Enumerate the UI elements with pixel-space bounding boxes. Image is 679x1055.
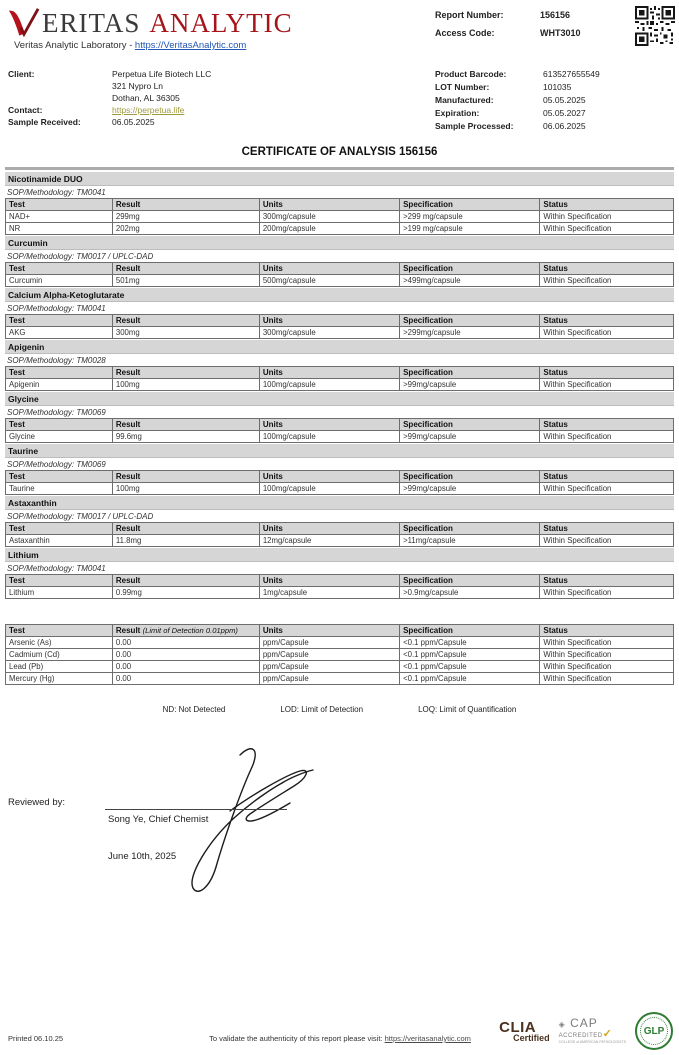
glp-seal-badge [635, 1012, 673, 1050]
col-specification: Specification [400, 419, 540, 431]
results-table [5, 418, 674, 443]
table-header-row [6, 471, 674, 483]
col-test: Test [6, 367, 113, 379]
sample-processed-label: Sample Processed: [435, 121, 514, 131]
section-title: Calcium Alpha-Ketoglutarate [5, 288, 674, 302]
col-result: Result [112, 575, 259, 587]
status-cell: Within Specification [540, 223, 674, 235]
report-number-value: 156156 [540, 10, 571, 20]
col-units: Units [259, 367, 399, 379]
sop-methodology: SOP/Methodology: TM0069 [7, 408, 106, 417]
result-row [6, 673, 674, 685]
sop-methodology: SOP/Methodology: TM0017 / UPLC-DAD [7, 512, 154, 521]
analyte-section [5, 340, 674, 391]
client-info [8, 68, 408, 128]
sample-processed-value: 06.06.2025 [543, 121, 586, 131]
status-cell: Within Specification [540, 673, 674, 685]
signature-date: June 10th, 2025 [108, 851, 177, 862]
table-header-row [6, 199, 674, 211]
col-specification: Specification [400, 471, 540, 483]
result-cell: 11.8mg [112, 535, 259, 547]
col-test: Test [6, 419, 113, 431]
legend-nd: ND: Not Detected [162, 705, 226, 714]
results-table [5, 198, 674, 235]
test-cell: NAD+ [6, 211, 113, 223]
results-table [5, 574, 674, 599]
status-cell: Within Specification [540, 327, 674, 339]
validate-notice [150, 1034, 530, 1043]
client-address [112, 68, 211, 104]
section-title: Lithium [5, 548, 674, 562]
status-cell: Within Specification [540, 483, 674, 495]
col-result: Result [112, 419, 259, 431]
col-status: Status [540, 367, 674, 379]
result-row [6, 211, 674, 223]
product-info-row [435, 81, 600, 94]
result-cell: 99.6mg [112, 431, 259, 443]
clia-certified-label: Certified [513, 1032, 550, 1043]
qr-code-icon [635, 6, 675, 51]
sample-received-label: Sample Received: [8, 117, 81, 127]
sop-methodology: SOP/Methodology: TM0069 [7, 460, 106, 469]
result-cell: 0.00 [112, 673, 259, 685]
results-table [5, 470, 674, 495]
col-test: Test [6, 199, 113, 211]
col-units: Units [259, 315, 399, 327]
result-cell: 0.99mg [112, 587, 259, 599]
test-cell: Cadmium (Cd) [6, 649, 113, 661]
specification-cell: <0.1 ppm/Capsule [400, 661, 540, 673]
legend-loq: LOQ: Limit of Quantification [418, 705, 517, 714]
result-row [6, 587, 674, 599]
clia-label: CLIA [499, 1018, 537, 1036]
product-info-row [435, 94, 600, 107]
table-header-row [6, 315, 674, 327]
col-status: Status [540, 625, 674, 637]
col-specification: Specification [400, 263, 540, 275]
col-specification: Specification [400, 199, 540, 211]
specification-cell: <0.1 ppm/Capsule [400, 673, 540, 685]
veritas-v-icon [8, 7, 40, 37]
limit-of-detection-note: (Limit of Detection 0.01ppm) [142, 626, 238, 635]
accreditation-badges [499, 1012, 673, 1050]
sample-received-value: 06.05.2025 [112, 117, 155, 127]
lot-number-label: LOT Number: [435, 82, 490, 92]
checkmark-icon: ✓ [602, 1028, 613, 1041]
result-row [6, 649, 674, 661]
sop-methodology: SOP/Methodology: TM0041 [7, 188, 106, 197]
status-cell: Within Specification [540, 649, 674, 661]
result-cell: 300mg [112, 327, 259, 339]
signature-line [105, 809, 287, 810]
col-result: Result [112, 199, 259, 211]
test-cell: Arsenic (As) [6, 637, 113, 649]
specification-cell: >99mg/capsule [400, 483, 540, 495]
units-cell: 100mg/capsule [259, 483, 399, 495]
lot-number-value: 101035 [543, 82, 572, 92]
analyte-section [5, 444, 674, 495]
status-cell: Within Specification [540, 275, 674, 287]
results-table [5, 262, 674, 287]
test-cell: Curcumin [6, 275, 113, 287]
sop-methodology: SOP/Methodology: TM0041 [7, 304, 106, 313]
product-info [435, 68, 600, 133]
result-cell: 100mg [112, 483, 259, 495]
reviewed-by-label: Reviewed by: [8, 797, 66, 808]
report-number-label: Report Number: [435, 10, 504, 20]
col-units: Units [259, 575, 399, 587]
test-cell: Glycine [6, 431, 113, 443]
test-cell: Taurine [6, 483, 113, 495]
col-test: Test [6, 263, 113, 275]
table-header-row [6, 367, 674, 379]
units-cell: 200mg/capsule [259, 223, 399, 235]
test-cell: Mercury (Hg) [6, 673, 113, 685]
glp-label: GLP [643, 1025, 665, 1037]
specification-cell: >199 mg/capsule [400, 223, 540, 235]
validate-link[interactable]: https://veritasanalytic.com [384, 1034, 471, 1043]
col-units: Units [259, 263, 399, 275]
section-title: Apigenin [5, 340, 674, 354]
contact-label: Contact: [8, 105, 43, 115]
result-row [6, 223, 674, 235]
result-row [6, 275, 674, 287]
tagline-text: Veritas Analytic Laboratory - [14, 40, 135, 51]
table-header-row [6, 523, 674, 535]
units-cell: 300mg/capsule [259, 327, 399, 339]
manufactured-value: 05.05.2025 [543, 95, 586, 105]
status-cell: Within Specification [540, 379, 674, 391]
status-cell: Within Specification [540, 637, 674, 649]
analyte-section [5, 548, 674, 599]
col-test: Test [6, 523, 113, 535]
heavy-metals-table [5, 624, 674, 685]
status-cell: Within Specification [540, 431, 674, 443]
col-units: Units [259, 523, 399, 535]
results-content [5, 172, 674, 714]
result-row [6, 661, 674, 673]
units-cell: 300mg/capsule [259, 211, 399, 223]
result-row [6, 431, 674, 443]
specification-cell: >0.9mg/capsule [400, 587, 540, 599]
units-cell: 100mg/capsule [259, 379, 399, 391]
units-cell: 1mg/capsule [259, 587, 399, 599]
specification-cell: >299mg/capsule [400, 327, 540, 339]
printed-date: Printed 06.10.25 [8, 1034, 64, 1043]
col-result: Result [112, 263, 259, 275]
brand-word-analytic: ANALYTIC [149, 8, 293, 38]
status-cell: Within Specification [540, 535, 674, 547]
access-code-value: WHT3010 [540, 28, 581, 38]
units-cell: 100mg/capsule [259, 431, 399, 443]
analyte-section [5, 236, 674, 287]
results-table [5, 314, 674, 339]
units-cell: ppm/Capsule [259, 637, 399, 649]
product-info-row [435, 68, 600, 81]
test-cell: AKG [6, 327, 113, 339]
col-units: Units [259, 625, 399, 637]
col-specification: Specification [400, 523, 540, 535]
sop-methodology: SOP/Methodology: TM0028 [7, 356, 106, 365]
col-result: Result [112, 523, 259, 535]
result-cell: 0.00 [112, 649, 259, 661]
col-status: Status [540, 419, 674, 431]
result-cell: 202mg [112, 223, 259, 235]
test-cell: Lithium [6, 587, 113, 599]
result-row [6, 535, 674, 547]
units-cell: ppm/Capsule [259, 649, 399, 661]
cap-logo-icon: ◈ [558, 1020, 566, 1030]
col-status: Status [540, 199, 674, 211]
signer-name: Song Ye, Chief Chemist [108, 814, 209, 825]
cap-subtitle: COLLEGE of AMERICAN PATHOLOGISTS [558, 1040, 626, 1045]
col-result: Result [112, 367, 259, 379]
cap-label: CAP [570, 1016, 598, 1031]
client-label: Client: [8, 69, 35, 79]
col-status: Status [540, 471, 674, 483]
result-cell: 0.00 [112, 637, 259, 649]
status-cell: Within Specification [540, 587, 674, 599]
section-title: Nicotinamide DUO [5, 172, 674, 186]
col-result: Result [112, 471, 259, 483]
analyte-section [5, 172, 674, 235]
section-title: Curcumin [5, 236, 674, 250]
clia-certified-badge [499, 1020, 550, 1043]
result-cell: 0.00 [112, 661, 259, 673]
specification-cell: >499mg/capsule [400, 275, 540, 287]
units-cell: ppm/Capsule [259, 661, 399, 673]
units-cell: ppm/Capsule [259, 673, 399, 685]
test-cell: Lead (Pb) [6, 661, 113, 673]
client-name: Perpetua Life Biotech LLC [112, 69, 212, 79]
result-row [6, 327, 674, 339]
product-info-row [435, 107, 600, 120]
analyte-section [5, 392, 674, 443]
test-cell: NR [6, 223, 113, 235]
section-title: Taurine [5, 444, 674, 458]
product-barcode-value: 613527655549 [543, 69, 600, 79]
status-cell: Within Specification [540, 211, 674, 223]
status-cell: Within Specification [540, 661, 674, 673]
result-row [6, 637, 674, 649]
col-test: Test [6, 575, 113, 587]
table-header-row [6, 575, 674, 587]
sop-methodology: SOP/Methodology: TM0041 [7, 564, 106, 573]
result-cell: 100mg [112, 379, 259, 391]
client-website-link[interactable]: https://perpetua.life [112, 105, 185, 115]
specification-cell: >299 mg/capsule [400, 211, 540, 223]
units-cell: 12mg/capsule [259, 535, 399, 547]
col-test: Test [6, 471, 113, 483]
brand-logo [8, 7, 293, 37]
manufactured-label: Manufactured: [435, 95, 494, 105]
divider-rule [5, 167, 674, 170]
col-specification: Specification [400, 625, 540, 637]
result-row [6, 379, 674, 391]
results-table [5, 522, 674, 547]
test-cell: Astaxanthin [6, 535, 113, 547]
col-status: Status [540, 315, 674, 327]
cap-accredited-badge [559, 1017, 626, 1045]
expiration-label: Expiration: [435, 108, 480, 118]
product-info-row [435, 120, 600, 133]
result-cell: 299mg [112, 211, 259, 223]
results-table [5, 366, 674, 391]
col-result [112, 625, 259, 637]
sop-methodology: SOP/Methodology: TM0017 / UPLC-DAD [7, 252, 154, 261]
table-header-row [6, 419, 674, 431]
expiration-value: 05.05.2027 [543, 108, 586, 118]
analyte-section [5, 496, 674, 547]
col-status: Status [540, 575, 674, 587]
specification-cell: >99mg/capsule [400, 379, 540, 391]
result-label: Result [115, 626, 141, 635]
validate-text: To validate the authenticity of this report please visit: [209, 1034, 385, 1043]
product-barcode-label: Product Barcode: [435, 69, 507, 79]
legend-lod: LOD: Limit of Detection [280, 705, 364, 714]
brand-word-veritas: ERITAS [42, 8, 141, 38]
col-status: Status [540, 263, 674, 275]
table-header-row [6, 263, 674, 275]
signature-block [0, 745, 430, 915]
specification-cell: >99mg/capsule [400, 431, 540, 443]
page-title: CERTIFICATE OF ANALYSIS 156156 [241, 146, 438, 158]
col-result: Result [112, 315, 259, 327]
result-row [6, 483, 674, 495]
table-header-row [6, 625, 674, 637]
col-units: Units [259, 199, 399, 211]
col-specification: Specification [400, 575, 540, 587]
header [8, 7, 293, 51]
client-address-line1: 321 Nypro Ln [112, 81, 164, 91]
col-units: Units [259, 419, 399, 431]
col-units: Units [259, 471, 399, 483]
cap-accredited-label: ACCREDITED [558, 1033, 603, 1040]
client-address-line2: Dothan, AL 36305 [112, 93, 180, 103]
col-specification: Specification [400, 315, 540, 327]
col-test: Test [6, 315, 113, 327]
test-cell: Apigenin [6, 379, 113, 391]
lab-tagline [14, 40, 293, 51]
section-title: Glycine [5, 392, 674, 406]
units-cell: 500mg/capsule [259, 275, 399, 287]
report-info [435, 10, 581, 46]
col-status: Status [540, 523, 674, 535]
col-test: Test [6, 625, 113, 637]
abbreviation-legend [5, 705, 674, 714]
specification-cell: <0.1 ppm/Capsule [400, 637, 540, 649]
result-cell: 501mg [112, 275, 259, 287]
access-code-label: Access Code: [435, 28, 495, 38]
analyte-section [5, 288, 674, 339]
section-title: Astaxanthin [5, 496, 674, 510]
lab-website-link[interactable]: https://VeritasAnalytic.com [134, 40, 247, 51]
col-specification: Specification [400, 367, 540, 379]
specification-cell: >11mg/capsule [400, 535, 540, 547]
specification-cell: <0.1 ppm/Capsule [400, 649, 540, 661]
